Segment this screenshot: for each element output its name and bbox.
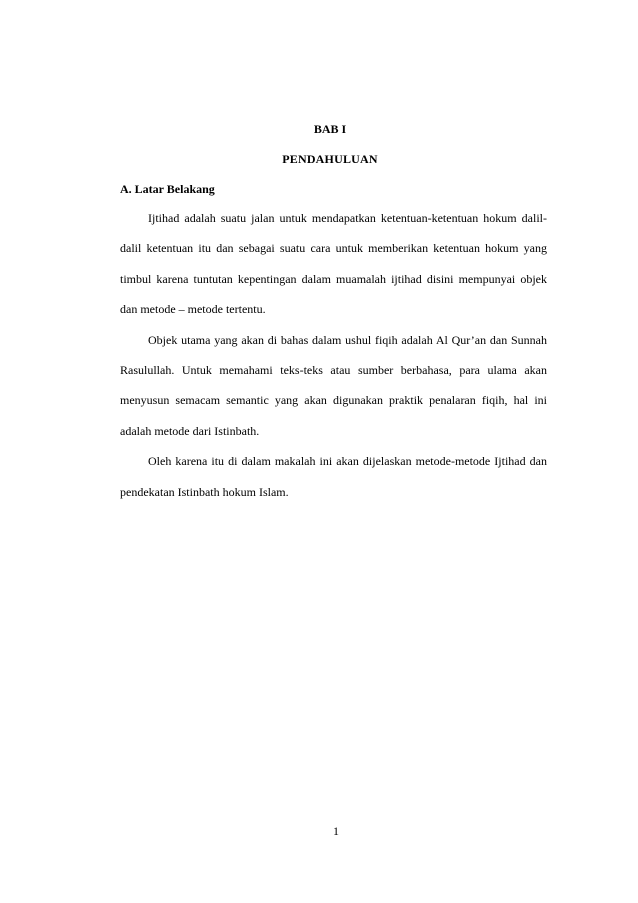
chapter-number: BAB I: [313, 122, 347, 136]
section-heading: A. Latar Belakang: [120, 182, 215, 196]
paragraph-2: Objek utama yang akan di bahas dalam ushul fiqih adalah Al Qur’an dan Sunnah Rasulullah. Untuk memahami teks-teks atau sumber berbahasa, para ulama akan menyusun semacam semantic yang akan digunakan praktik penalaran fiqih, hal ini adalah metode dari Istinbath.: [120, 332, 547, 438]
paragraph-3: Oleh karena itu di dalam makalah ini akan dijelaskan metode-metode Ijtihad dan pendekatan Istinbath hokum Islam.: [120, 454, 547, 499]
paragraph-1: Ijtihad adalah suatu jalan untuk mendapatkan ketentuan-ketentuan hokum dalil-dalil ketentuan itu dan sebagai suatu cara untuk memberikan ketentuan hokum yang timbul karena tuntutan kepentingan dalam muamalah ijtihad disini mempunyai objek dan metode – metode tertentu.: [120, 211, 547, 317]
page-number: 1: [333, 824, 339, 838]
chapter-title: PENDAHULUAN: [282, 152, 378, 166]
body-text: [120, 203, 547, 507]
